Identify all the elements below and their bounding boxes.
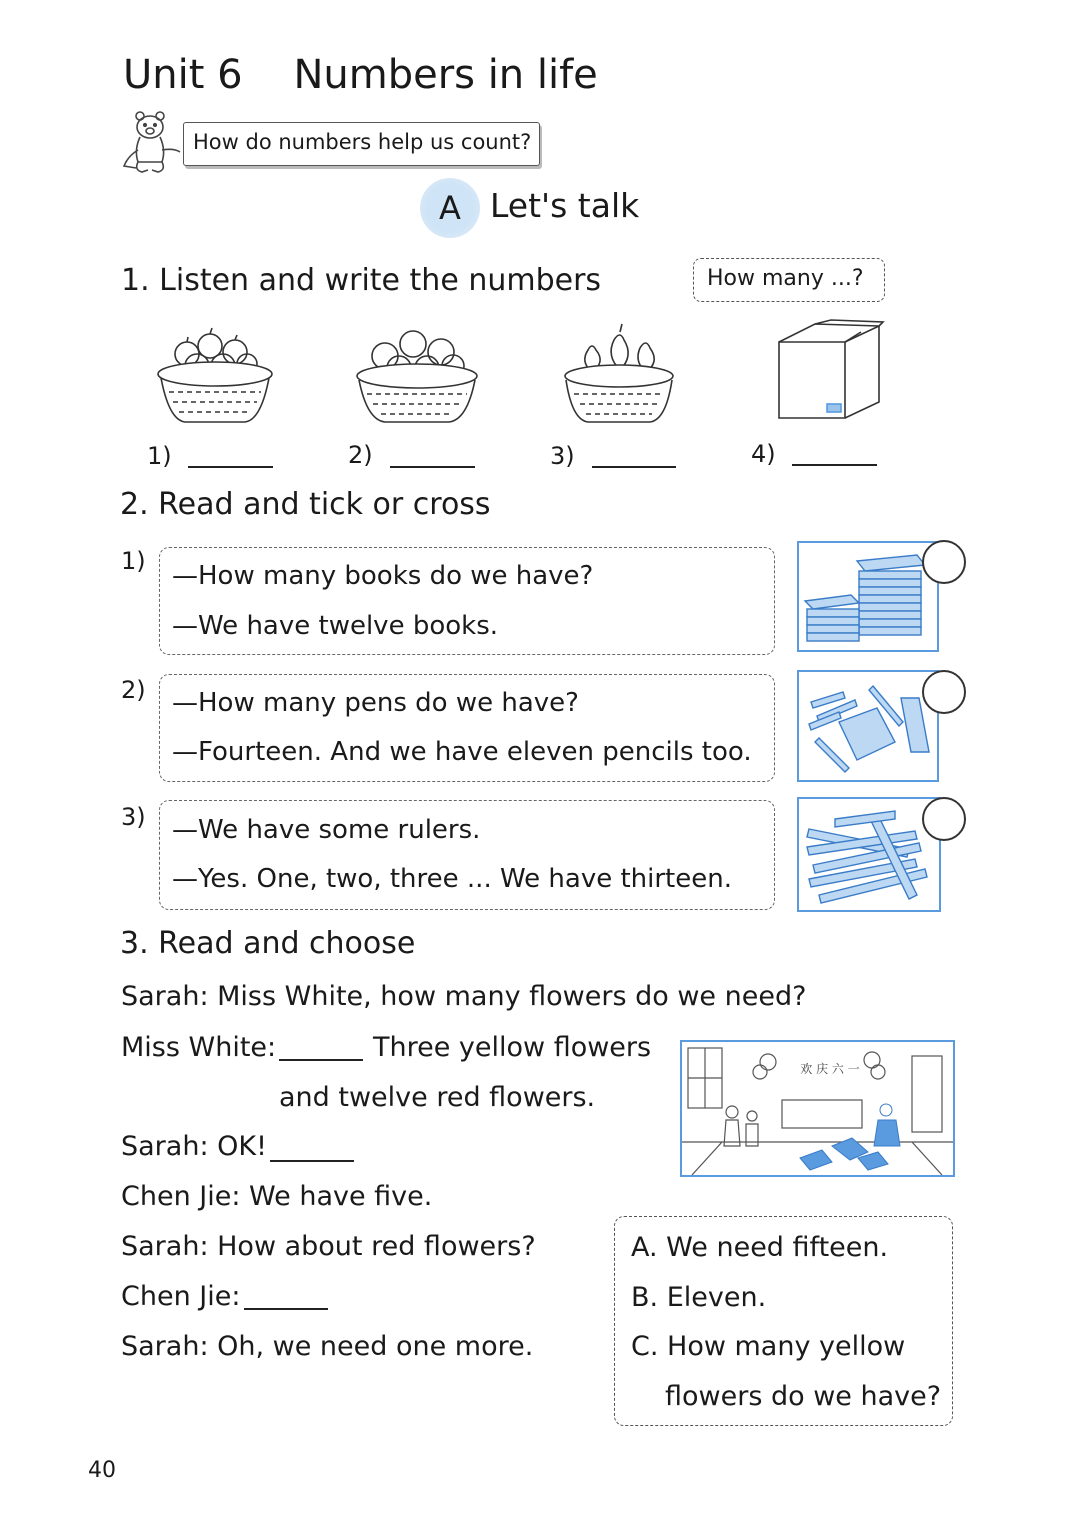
pens-pencils-icon	[797, 670, 939, 782]
answer-blank-1[interactable]	[188, 466, 273, 468]
hint-text: How many ...?	[707, 266, 864, 291]
dialogue-line: —How many books do we have?	[172, 561, 594, 591]
part2-item-label: 3)	[121, 803, 146, 831]
tick-cross-circle-2[interactable]	[922, 670, 966, 714]
option-c[interactable]: C. How many yellow	[631, 1331, 906, 1362]
page-number: 40	[88, 1458, 116, 1483]
section-title: Let's talk	[490, 186, 640, 225]
dialogue-line: —Fourteen. And we have eleven pencils too.	[172, 737, 752, 767]
dialogue-line: Sarah: How about red flowers?	[121, 1231, 536, 1262]
answer-blank-4[interactable]	[792, 464, 877, 466]
classroom-picture	[680, 1040, 955, 1177]
books-icon	[797, 541, 939, 652]
dialogue-line: Chen Jie: We have five.	[121, 1181, 433, 1212]
dialogue-line: Sarah: Miss White, how many flowers do we need?	[121, 981, 807, 1012]
tick-cross-circle-1[interactable]	[922, 540, 966, 584]
answer-blank-7[interactable]	[244, 1308, 328, 1310]
part1-item-label: 3)	[550, 442, 575, 470]
part1-item-label: 1)	[147, 442, 172, 470]
answer-blank-5[interactable]	[279, 1059, 363, 1061]
unit-title: Unit 6 Numbers in life	[123, 52, 598, 98]
part1-item-label: 2)	[348, 441, 373, 469]
dialogue-line: Three yellow flowers	[373, 1032, 652, 1063]
dialogue-line: Sarah: Oh, we need one more.	[121, 1331, 534, 1362]
apple-basket-icon	[155, 322, 275, 427]
part2-item-label: 2)	[121, 676, 146, 704]
section-badge: A	[420, 178, 480, 238]
part2-item-label: 1)	[121, 547, 146, 575]
dialogue-line: Sarah: OK!	[121, 1131, 267, 1162]
dialogue-line: —Yes. One, two, three ... We have thirteen.	[172, 864, 732, 894]
dialogue-line: —We have some rulers.	[172, 815, 481, 845]
box-icon	[775, 318, 887, 423]
answer-blank-6[interactable]	[270, 1160, 354, 1162]
dialogue-line: —We have twelve books.	[172, 611, 499, 641]
orange-basket-icon	[355, 322, 480, 427]
guiding-question: How do numbers help us count?	[193, 130, 532, 154]
part2-heading: 2. Read and tick or cross	[120, 487, 491, 522]
rulers-icon	[797, 797, 941, 912]
option-c-continued: flowers do we have?	[665, 1381, 942, 1412]
dialogue-line: and twelve red flowers.	[279, 1082, 596, 1113]
banner-text: 欢 庆 六 一	[800, 1062, 860, 1076]
bear-mascot-icon	[118, 110, 188, 176]
part1-heading: 1. Listen and write the numbers	[121, 263, 602, 298]
dialogue-line: Miss White:	[121, 1032, 277, 1063]
part3-heading: 3. Read and choose	[120, 926, 416, 961]
answer-blank-2[interactable]	[390, 466, 475, 468]
option-b[interactable]: B. Eleven.	[631, 1282, 767, 1313]
dialogue-line: —How many pens do we have?	[172, 688, 579, 718]
option-a[interactable]: A. We need fifteen.	[631, 1232, 889, 1263]
answer-blank-3[interactable]	[592, 466, 676, 468]
part1-item-label: 4)	[751, 440, 776, 468]
pear-basket-icon	[562, 322, 677, 427]
tick-cross-circle-3[interactable]	[922, 797, 966, 841]
dialogue-line: Chen Jie:	[121, 1281, 241, 1312]
